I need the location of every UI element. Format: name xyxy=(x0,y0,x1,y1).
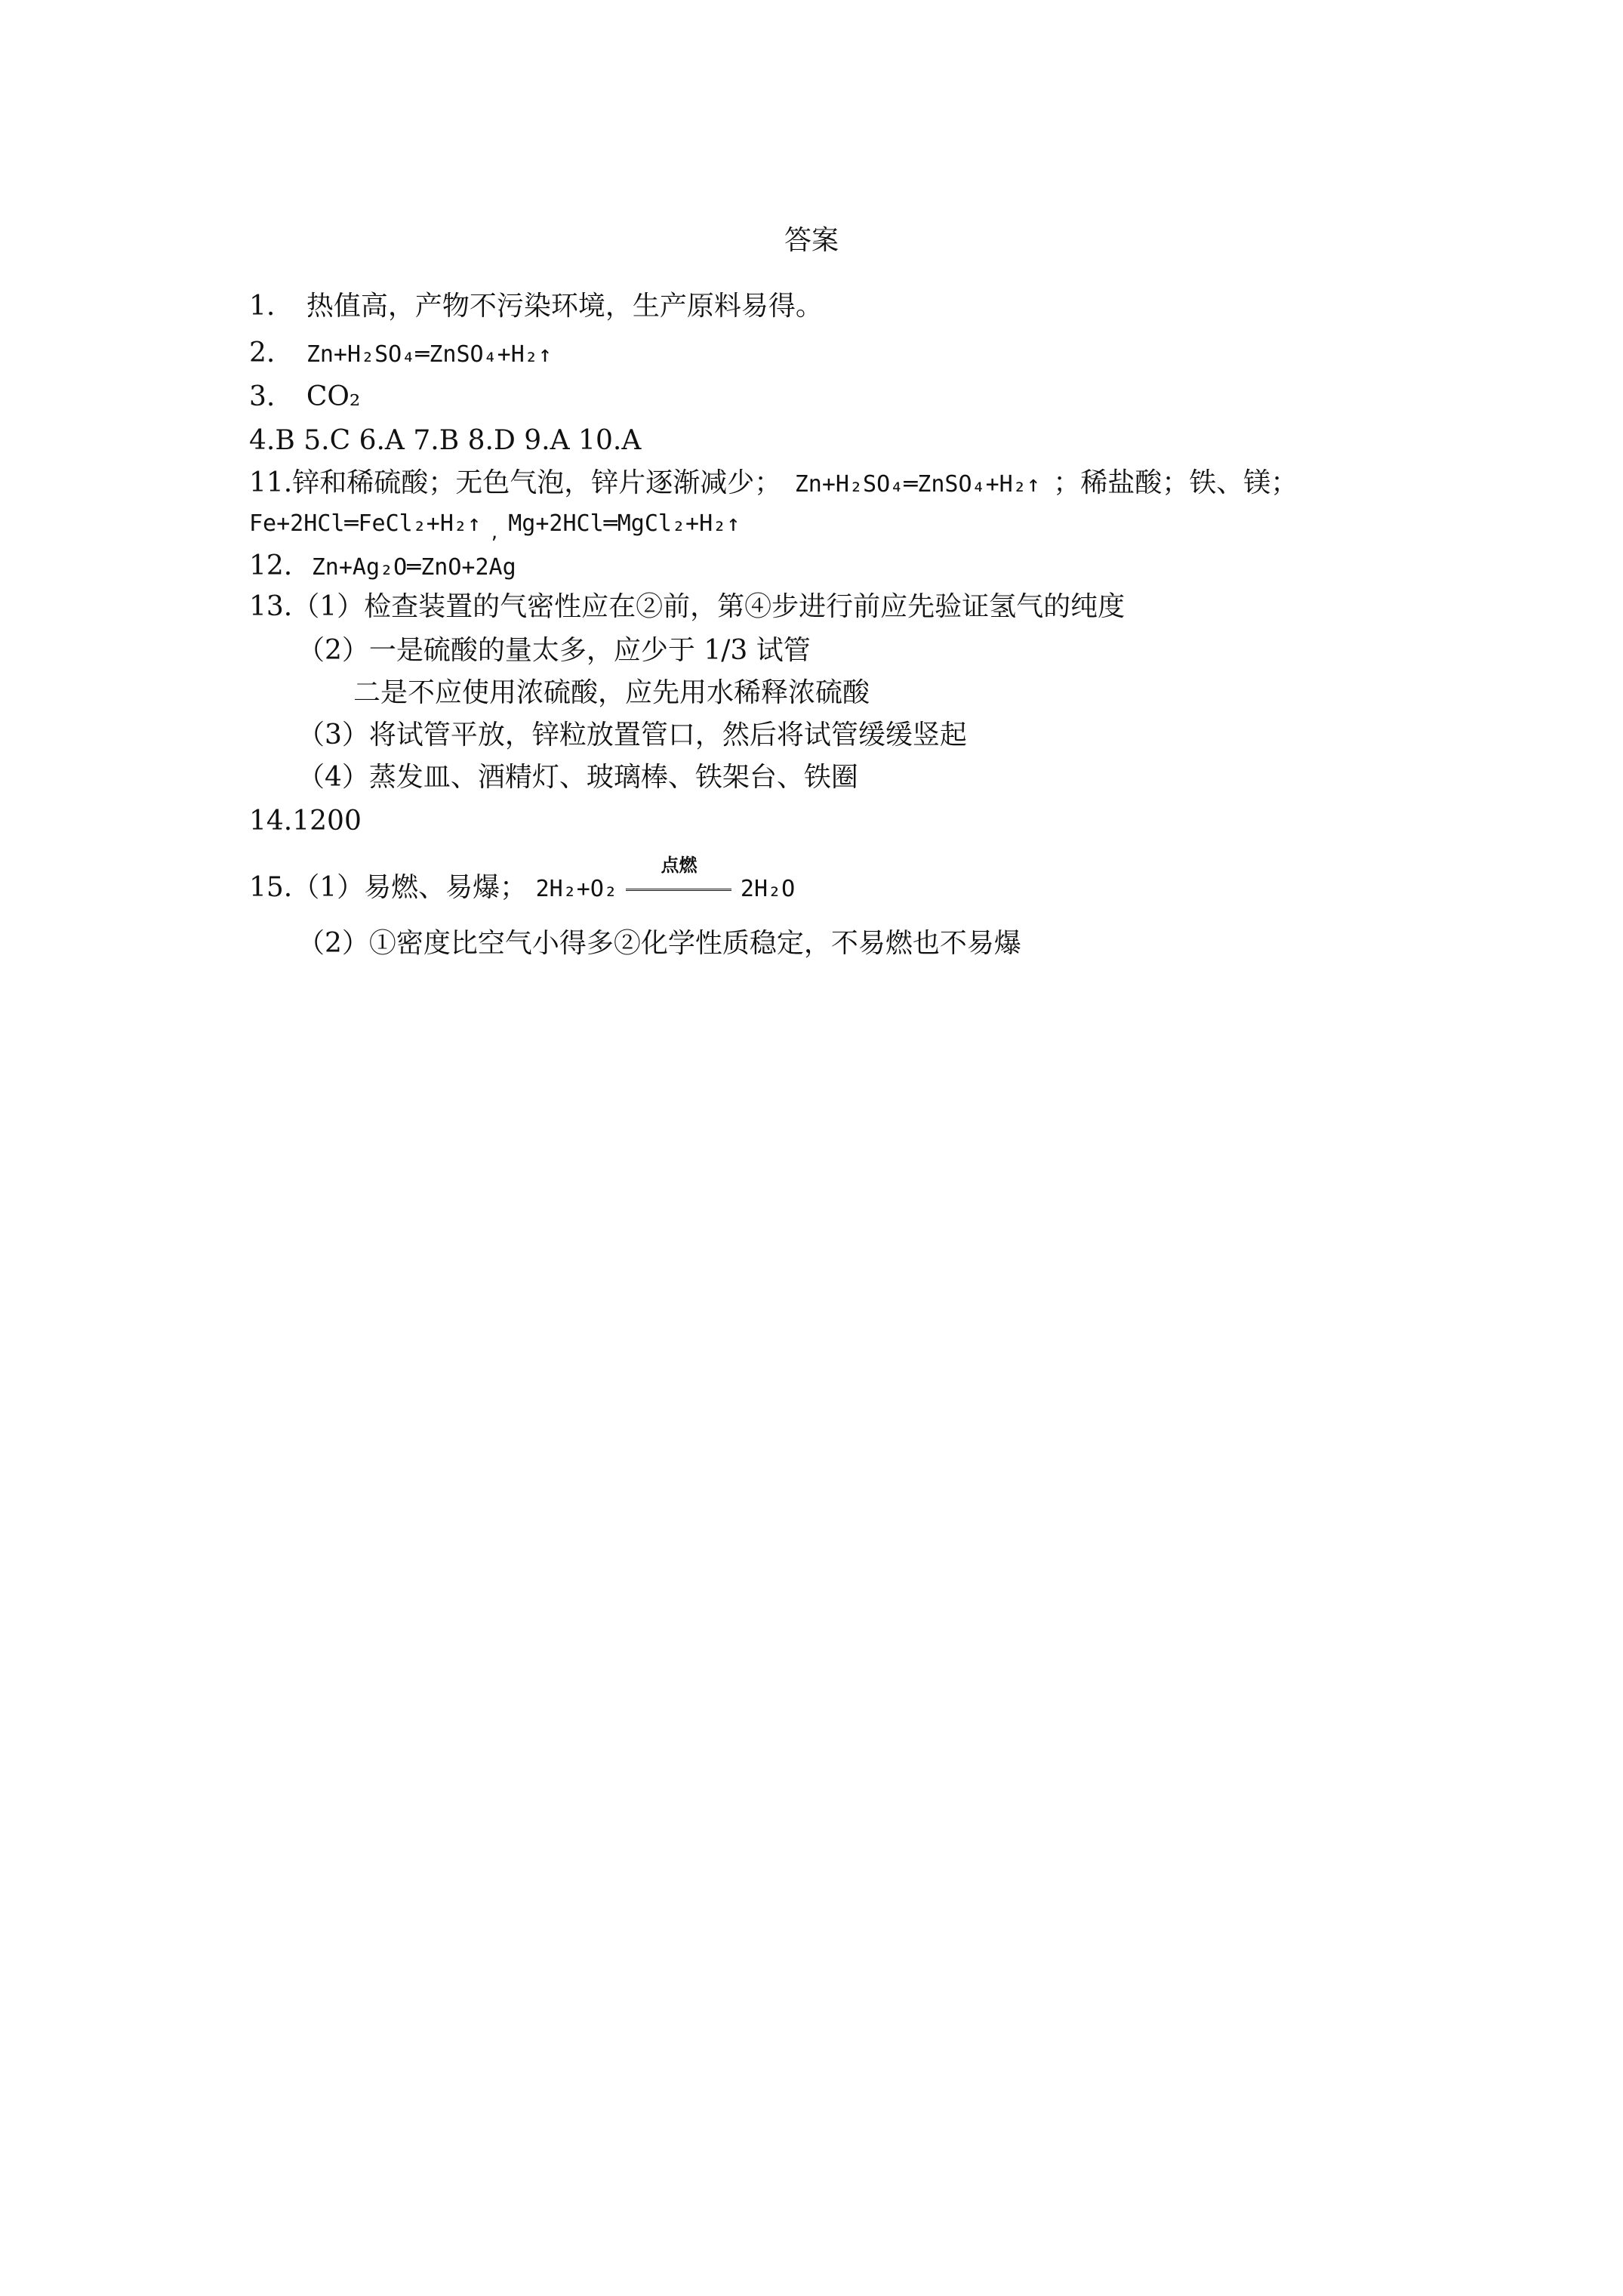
answer-11-equation-fe: Fe+2HCl═FeCl₂+H₂↑ xyxy=(249,510,482,537)
double-bar-icon xyxy=(626,889,731,891)
answer-12 xyxy=(249,545,521,589)
answer-15-equation-left: 2H₂+O₂ xyxy=(535,876,617,902)
answer-14: 14.1200 xyxy=(249,806,362,837)
answer-12-equation: Zn+Ag₂O═ZnO+2Ag xyxy=(311,554,516,581)
answer-13-line-1: 13.（1）检查装置的气密性应在②前，第④步进行前应先验证氢气的纯度 xyxy=(249,591,1126,622)
answer-13-line-2: （2）一是硫酸的量太多，应少于 1/3 试管 xyxy=(297,635,811,666)
answer-3 xyxy=(249,376,360,418)
answer-12-number: 12. xyxy=(249,550,293,581)
answer-1-text: 热值高，产物不污染环境，生产原料易得。 xyxy=(306,291,823,322)
answer-15-equation-right: 2H₂O xyxy=(740,876,796,902)
answer-13-line-5: （4）蒸发皿、酒精灯、玻璃棒、铁架台、铁圈 xyxy=(297,762,858,793)
answer-13-line-4: （3）将试管平放，锌粒放置管口，然后将试管缓缓竖起 xyxy=(297,720,967,750)
answer-2-equation: Zn+H₂SO₄═ZnSO₄+H₂↑ xyxy=(306,341,552,368)
answer-11-separator: , xyxy=(489,524,500,543)
page-title: 答案 xyxy=(784,225,839,256)
answer-3-text: CO₂ xyxy=(306,381,361,412)
answer-15-condition: 点燃 xyxy=(661,855,698,876)
answer-11-line-1 xyxy=(249,462,1298,506)
answer-1 xyxy=(249,285,823,328)
answer-15-reaction-arrow xyxy=(626,855,731,909)
answer-2 xyxy=(249,332,556,376)
answer-11-text-a: 11.锌和稀硫酸；无色气泡，锌片逐渐减少； xyxy=(249,467,782,498)
answers-4-10: 4.B 5.C 6.A 7.B 8.D 9.A 10.A xyxy=(249,425,642,456)
answer-1-number: 1. xyxy=(249,291,276,322)
answer-11-text-b: ；稀盐酸；铁、镁； xyxy=(1053,467,1298,498)
answer-15-line-1 xyxy=(249,855,796,911)
answer-3-number: 3. xyxy=(249,381,276,412)
answer-2-number: 2. xyxy=(249,337,276,368)
answer-15-line-2: （2）①密度比空气小得多②化学性质稳定，不易燃也不易爆 xyxy=(297,928,1021,959)
answer-11-equation-mg: Mg+2HCl═MgCl₂+H₂↑ xyxy=(508,510,741,537)
answer-15-text: 15.（1）易燃、易爆； xyxy=(249,872,528,903)
answer-11-equation-1: Zn+H₂SO₄═ZnSO₄+H₂↑ xyxy=(794,471,1040,498)
answer-13-line-3: 二是不应使用浓硫酸，应先用水稀释浓硫酸 xyxy=(353,677,870,708)
